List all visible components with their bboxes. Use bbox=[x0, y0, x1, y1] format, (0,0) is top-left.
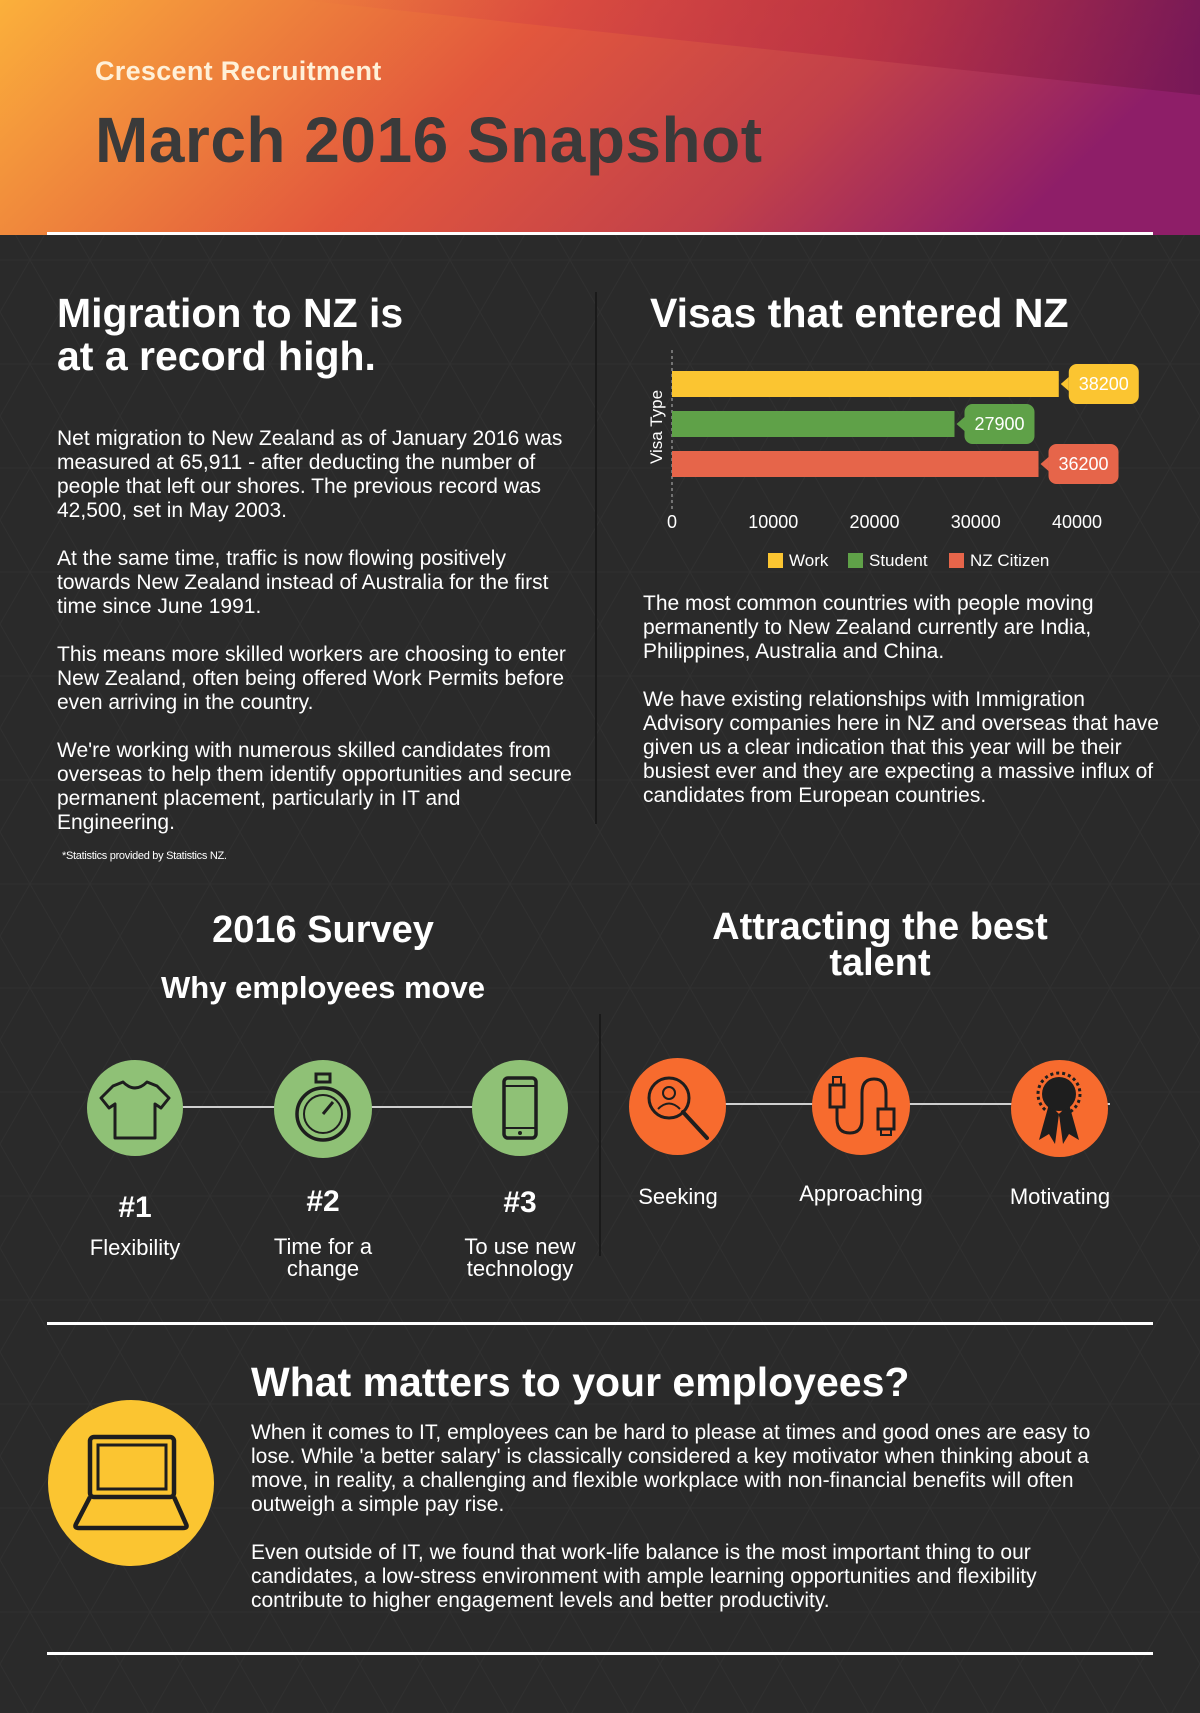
tshirt-icon bbox=[87, 1060, 183, 1156]
visas-paragraph: We have existing relationships with Immigration Advisory companies here in NZ and overseas that have given us a clear indication that this year will be their busiest ever and they are expecting a massive influx of candidates from European countries. bbox=[643, 688, 1159, 807]
survey-circle-1 bbox=[87, 1060, 183, 1156]
survey-rank-3: #3 bbox=[503, 1186, 537, 1219]
survey-subheading: Why employees move bbox=[161, 970, 485, 1005]
visas-text bbox=[643, 592, 1163, 832]
migration-paragraph: At the same time, traffic is now flowing positively towards New Zealand instead of Australia for the first time since June 1991. bbox=[57, 547, 549, 618]
y-axis-label: Visa Type bbox=[647, 389, 666, 465]
matters-paragraph: When it comes to IT, employees can be hard to please at times and good ones are easy to lose. While 'a better salary' is classically considered a key motivator when thinking about a move, in reality, a challenging and flexible workplace with non-financial benefits will often outweigh a simple pay rise. bbox=[251, 1421, 1091, 1516]
survey-label-2 bbox=[243, 1236, 403, 1280]
x-tick-label: 40000 bbox=[1051, 512, 1103, 532]
magnifier-person-icon bbox=[629, 1058, 726, 1155]
survey-label-line: technology bbox=[466, 1256, 574, 1281]
x-tick-label: 10000 bbox=[748, 512, 799, 532]
matters-paragraph: Even outside of IT, we found that work-life balance is the most important thing to our candidates, a low-stress environment with ample learning opportunities and flexibility contribute to higher engagement levels and better productivity. bbox=[251, 1541, 1037, 1612]
award-ribbon-icon bbox=[1011, 1060, 1108, 1157]
legend-swatch bbox=[949, 553, 964, 568]
data-label-pointer bbox=[956, 417, 964, 431]
header-banner bbox=[0, 0, 1200, 235]
brand-name: Crescent Recruitment bbox=[95, 56, 382, 86]
survey-label-1 bbox=[55, 1237, 215, 1259]
visas-paragraph: The most common countries with people moving permanently to New Zealand currently are India, Philippines, Australia and China. bbox=[643, 592, 1094, 663]
talent-label-seeking: Seeking bbox=[638, 1184, 718, 1209]
data-label-pointer bbox=[1061, 377, 1069, 391]
legend-label: NZ Citizen bbox=[970, 551, 1050, 570]
survey-heading: 2016 Survey bbox=[212, 909, 434, 951]
migration-heading-line2: at a record high. bbox=[57, 333, 376, 379]
divider-bottom bbox=[47, 1652, 1153, 1655]
survey-label-line: Time for a bbox=[273, 1234, 373, 1259]
smartphone-icon bbox=[472, 1060, 568, 1156]
talent-label-approaching: Approaching bbox=[799, 1181, 923, 1206]
laptop-icon bbox=[48, 1400, 214, 1566]
migration-paragraph: We're working with numerous skilled candidates from overseas to help them identify opportunities and secure permanent placement, particularly in IT and Engineering. bbox=[57, 739, 572, 834]
talent-circle-2 bbox=[812, 1057, 910, 1155]
x-tick-label: 20000 bbox=[849, 512, 900, 532]
column-divider-top bbox=[595, 292, 597, 824]
cable-icon bbox=[812, 1057, 910, 1155]
talent-heading-line: talent bbox=[829, 942, 931, 984]
visas-heading: Visas that entered NZ bbox=[650, 290, 1069, 336]
talent-label-motivating: Motivating bbox=[1009, 1184, 1111, 1209]
survey-label-line: Flexibility bbox=[89, 1235, 181, 1260]
legend-label: Work bbox=[789, 551, 829, 570]
divider-middle bbox=[47, 1322, 1153, 1325]
page-title: March 2016 Snapshot bbox=[95, 104, 763, 176]
visa-bar-chart bbox=[640, 345, 1160, 575]
survey-label-line: To use new bbox=[464, 1234, 576, 1259]
matters-heading: What matters to your employees? bbox=[251, 1359, 910, 1405]
migration-paragraph: This means more skilled workers are choosing to enter New Zealand, often being offered Work Permits before even arriving in the country. bbox=[57, 643, 566, 714]
matters-text bbox=[251, 1421, 1091, 1637]
migration-heading bbox=[57, 292, 403, 378]
survey-label-3 bbox=[440, 1236, 600, 1280]
legend-swatch bbox=[848, 553, 863, 568]
talent-heading bbox=[640, 906, 1120, 984]
x-tick-label: 30000 bbox=[950, 512, 1001, 532]
talent-heading-line: Attracting the best bbox=[712, 906, 1048, 948]
stopwatch-icon bbox=[274, 1060, 372, 1158]
bar-work bbox=[672, 371, 1059, 397]
data-label: 36200 bbox=[1058, 454, 1109, 474]
bar-nz-citizen bbox=[672, 451, 1039, 477]
divider-top bbox=[47, 232, 1153, 235]
migration-text bbox=[57, 427, 577, 859]
migration-paragraph: Net migration to New Zealand as of January 2016 was measured at 65,911 - after deducting the number of people that left our shores. The previous record was 42,500, set in May 2003. bbox=[57, 427, 563, 522]
statistics-footnote: *Statistics provided by Statistics NZ. bbox=[62, 850, 227, 862]
survey-circle-3 bbox=[472, 1060, 568, 1156]
survey-rank-1: #1 bbox=[118, 1191, 152, 1224]
survey-label-line: change bbox=[286, 1256, 360, 1281]
survey-rank-2: #2 bbox=[306, 1185, 340, 1218]
survey-circle-2 bbox=[274, 1060, 372, 1158]
data-label-pointer bbox=[1041, 457, 1049, 471]
legend-swatch bbox=[768, 553, 783, 568]
bar-student bbox=[672, 411, 954, 437]
talent-circle-1 bbox=[629, 1058, 726, 1155]
laptop-circle bbox=[48, 1400, 214, 1566]
data-label: 38200 bbox=[1078, 374, 1129, 394]
legend-label: Student bbox=[869, 551, 928, 570]
data-label: 27900 bbox=[974, 414, 1025, 434]
migration-heading-line1: Migration to NZ is bbox=[57, 290, 404, 336]
x-tick-label: 0 bbox=[666, 512, 678, 532]
talent-circle-3 bbox=[1011, 1060, 1108, 1157]
